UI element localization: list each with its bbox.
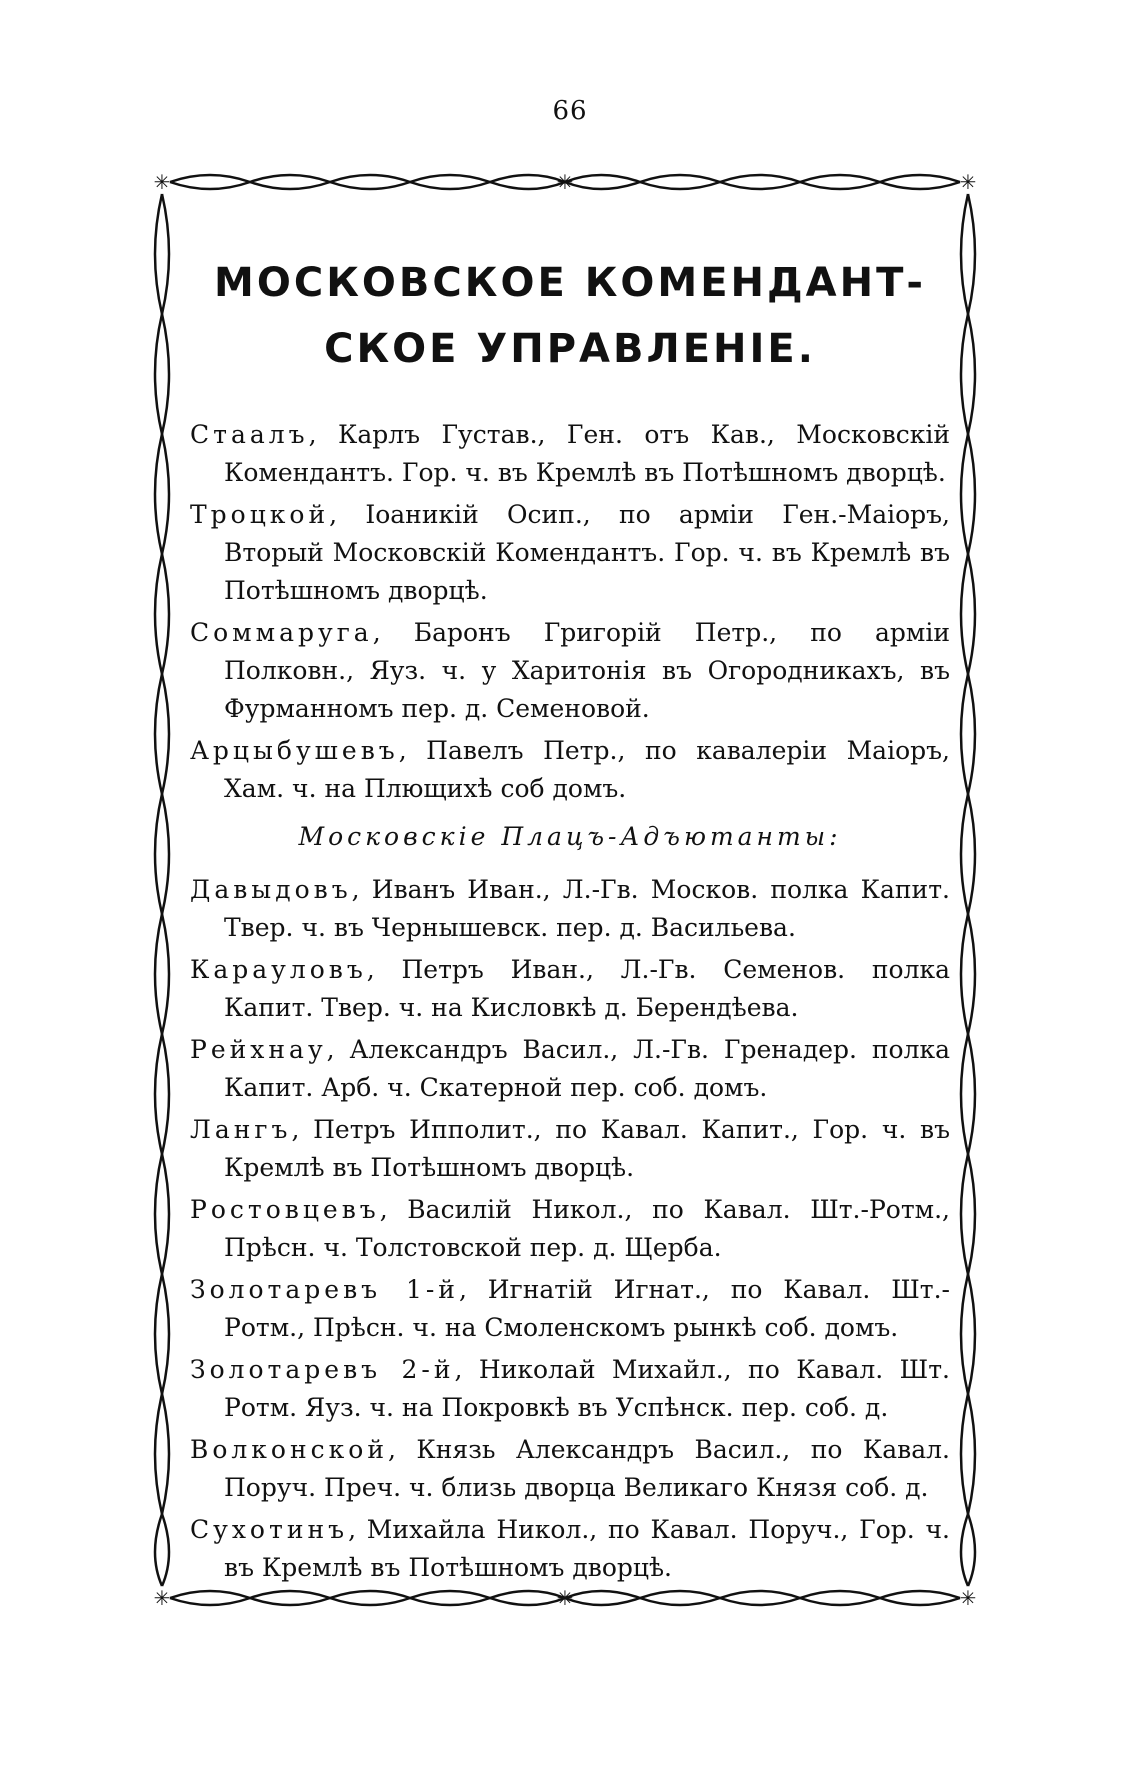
adjutant-entry xyxy=(190,1511,950,1587)
adjutant-entry xyxy=(190,1271,950,1347)
svg-text:✳: ✳ xyxy=(556,170,574,194)
section-title-line-2: СКОЕ УПРАВЛЕНІЕ. xyxy=(324,326,816,372)
section-title-line-1: МОСКОВСКОЕ КОМЕНДАНТ- xyxy=(214,260,926,306)
entry xyxy=(190,732,950,808)
entry-text: , Александръ Васил., Л.-Гв. Гренадер. полка Капит. Арб. ч. Скатерной пер. соб. домъ. xyxy=(224,1035,950,1102)
entry-name: Давыдовъ xyxy=(190,875,352,904)
page-number: 66 xyxy=(552,96,588,126)
adjutant-entry xyxy=(190,1031,950,1107)
entry-name: Сухотинъ xyxy=(190,1515,349,1544)
entry-text: , Павелъ Петр., по кавалеріи Маіоръ, Хам. ч. на Плющихѣ соб домъ. xyxy=(224,736,950,803)
adjutant-entry xyxy=(190,951,950,1027)
adjutant-entry xyxy=(190,1111,950,1187)
adjutant-entry xyxy=(190,1351,950,1427)
entry-name: Рейхнау xyxy=(190,1035,327,1064)
entry-text: , Николай Михайл., по Кавал. Шт. Ротм. Яуз. ч. на Покровкѣ въ Успѣнск. пер. соб. д. xyxy=(224,1355,950,1422)
entry-name: Соммаруга xyxy=(190,618,373,647)
entry-text: , Баронъ Григорій Петр., по арміи Полковн., Яуз. ч. у Харитонія въ Огородникахъ, въ Фурманномъ пер. д. Семеновой. xyxy=(224,618,950,723)
entry-name: Золотаревъ 2-й xyxy=(190,1355,455,1384)
entry-text: , Михайла Никол., по Кавал. Поруч., Гор. ч. въ Кремлѣ въ Потѣшномъ дворцѣ. xyxy=(224,1515,950,1582)
entry-text: , Игнатій Игнат., по Кавал. Шт.-Ротм., Прѣсн. ч. на Смоленскомъ рынкѣ соб. домъ. xyxy=(224,1275,951,1342)
entry-text: , Иванъ Иван., Л.-Гв. Москов. полка Капит. Твер. ч. въ Чернышевск. пер. д. Васильева. xyxy=(224,875,950,942)
svg-text:✳: ✳ xyxy=(556,1586,574,1610)
svg-text:✳: ✳ xyxy=(153,1586,171,1610)
adjutant-entry xyxy=(190,1191,950,1267)
entry-name: Карауловъ xyxy=(190,955,367,984)
entry-name: Троцкой xyxy=(190,500,330,529)
adjutant-entry xyxy=(190,871,950,947)
entry-name: Лангъ xyxy=(190,1115,292,1144)
entry-name: Волконской xyxy=(190,1435,388,1464)
entry-name: Золотаревъ 1-й xyxy=(190,1275,459,1304)
subheading-adjutants: Московскіе Плацъ-Адъютанты: xyxy=(298,822,842,851)
entry-text: , Петръ Ипполит., по Кавал. Капит., Гор. ч. въ Кремлѣ въ Потѣшномъ дворцѣ. xyxy=(224,1115,950,1182)
section-title xyxy=(190,250,950,382)
page-content xyxy=(190,250,951,1582)
entry-text: , Князь Александръ Васил., по Кавал. Поруч. Преч. ч. близь дворца Великаго Князя соб. д. xyxy=(224,1435,950,1502)
entry-name: Ростовцевъ xyxy=(190,1195,380,1224)
entry-text: , Василій Никол., по Кавал. Шт.-Ротм., Прѣсн. ч. Толстовской пер. д. Щерба. xyxy=(224,1195,950,1262)
svg-text:✳: ✳ xyxy=(153,170,171,194)
entry-text: , Іоаникій Осип., по арміи Ген.-Маіоръ, Вторый Московскій Комендантъ. Гор. ч. въ Кремлѣ въ Потѣшномъ дворцѣ. xyxy=(224,500,950,605)
entry-name: Арцыбушевъ xyxy=(190,736,399,765)
svg-text:✳: ✳ xyxy=(959,1586,977,1610)
entry xyxy=(190,416,950,492)
svg-text:✳: ✳ xyxy=(959,170,977,194)
entry-text: , Петръ Иван., Л.-Гв. Семенов. полка Капит. Твер. ч. на Кисловкѣ д. Берендѣева. xyxy=(224,955,950,1022)
entry xyxy=(190,614,950,728)
entry xyxy=(190,496,950,610)
entry-text: , Карлъ Густав., Ген. отъ Кав., Московскій Комендантъ. Гор. ч. въ Кремлѣ въ Потѣшномъ дворцѣ. xyxy=(224,420,950,487)
adjutant-entry xyxy=(190,1431,950,1507)
entry-name: Стаалъ xyxy=(190,420,309,449)
